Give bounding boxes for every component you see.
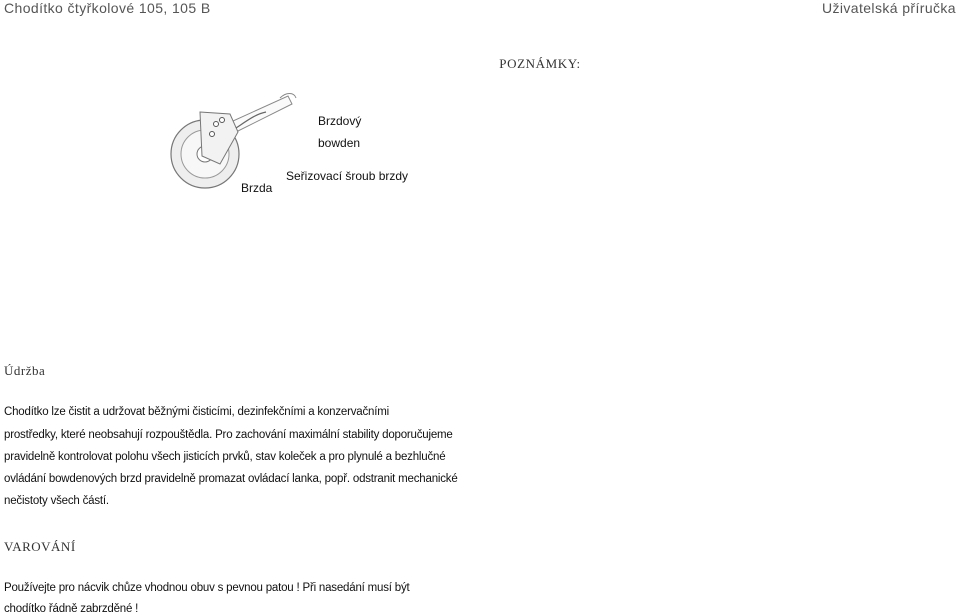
- warning-line: Používejte pro nácvik chůze vhodnou obuv s pevnou patou ! Při nasedání musí být: [4, 582, 410, 594]
- header-manual-name: Uživatelská příručka: [821, 0, 956, 16]
- header-title: Chodítko čtyřkolové 105, 105 B: [4, 0, 211, 16]
- label-brake: Brzda: [241, 181, 273, 195]
- warning-line: chodítko řádně zabrzděné !: [4, 603, 139, 615]
- brake-wheel-illustration: [160, 84, 300, 194]
- warning-heading: VAROVÁNÍ: [4, 539, 76, 554]
- notes-heading: POZNÁMKY:: [499, 56, 581, 71]
- maintenance-line: prostředky, které neobsahují rozpouštědla. Pro zachování maximální stability doporučujeme: [4, 429, 453, 441]
- maintenance-heading: Údržba: [4, 363, 46, 378]
- maintenance-line: ovládání bowdenových brzd pravidelně promazat ovládací lanka, popř. odstranit mechanické: [4, 473, 458, 485]
- label-brake-cable-2: bowden: [318, 136, 361, 150]
- maintenance-line: nečistoty všech částí.: [4, 495, 109, 507]
- maintenance-line: Chodítko lze čistit a udržovat běžnými čisticími, dezinfekčními a konzervačními: [4, 406, 389, 418]
- maintenance-line: pravidelně kontrolovat polohu všech jisticích prvků, stav koleček a pro plynulé a bezhlučné: [4, 451, 446, 463]
- label-brake-cable-1: Brzdový: [318, 114, 362, 128]
- label-adjust-screw: Seřizovací šroub brzdy: [286, 169, 409, 183]
